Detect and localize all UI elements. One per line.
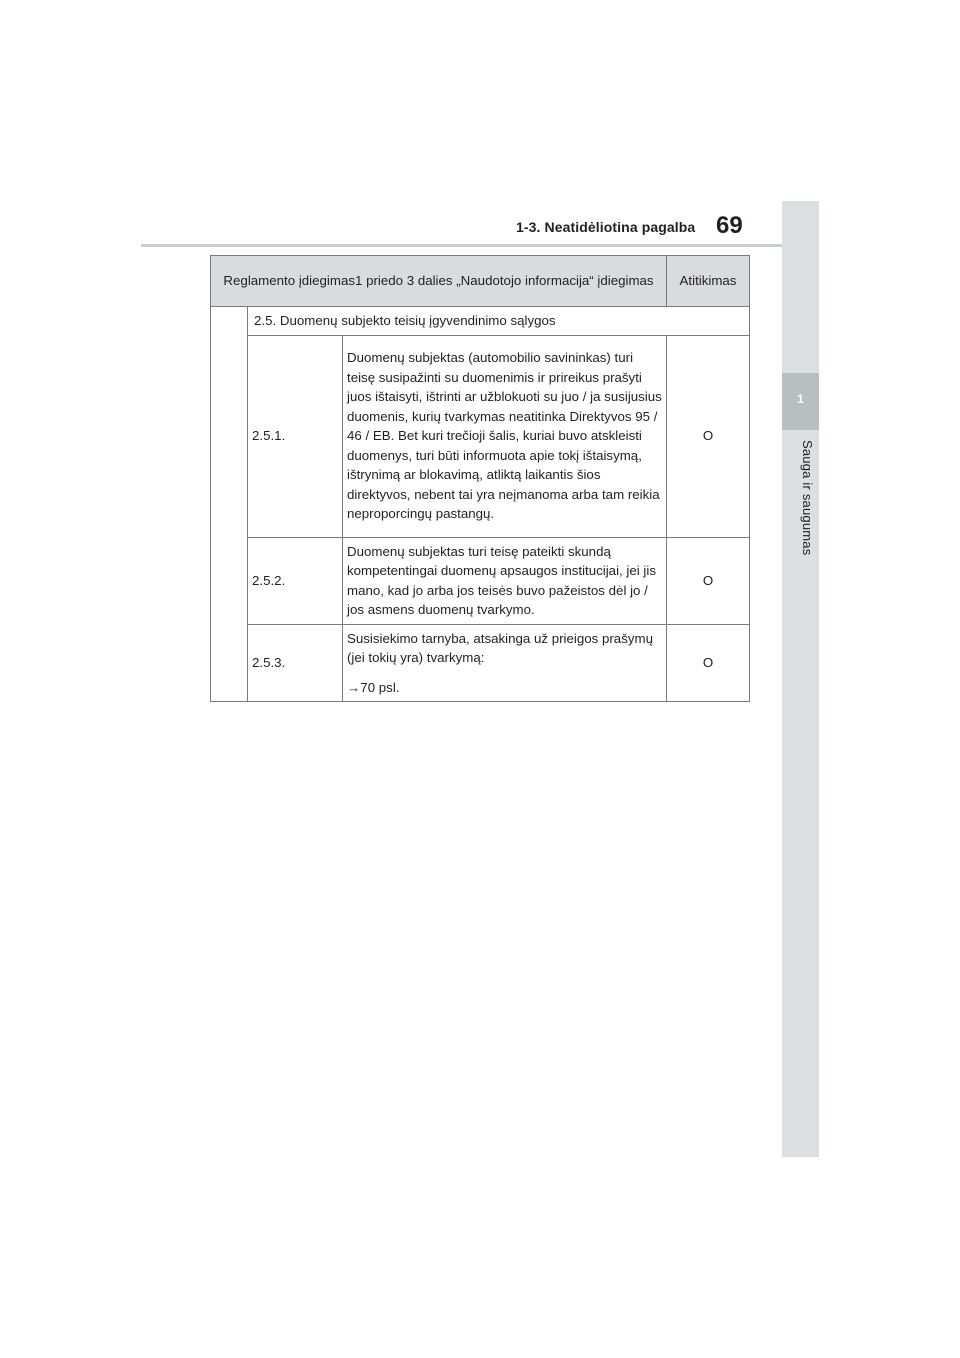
row-compliance: O bbox=[667, 537, 750, 624]
row-description: Duomenų subjektas turi teisę pateikti skundą kompetentingai duomenų apsaugos institucijai, jei jis mano, kad jo arba jos teisės buvo pažeistos dėl jo / jos asmens duomenų tvarkymo. bbox=[343, 537, 667, 624]
row-description-cell bbox=[343, 624, 667, 702]
row-number: 2.5.1. bbox=[248, 335, 343, 537]
chapter-label: Sauga ir saugumas bbox=[800, 440, 815, 556]
section-title: 1-3. Neatidėliotina pagalba bbox=[516, 219, 696, 235]
header-requirement: Reglamento įdiegimas1 priedo 3 dalies „Naudotojo informacija“ įdiegimas bbox=[211, 256, 667, 307]
table-row bbox=[211, 537, 750, 624]
page-reference-link[interactable]: →70 psl. bbox=[347, 679, 400, 695]
indent-cell bbox=[211, 307, 248, 702]
row-number: 2.5.3. bbox=[248, 624, 343, 702]
row-number: 2.5.2. bbox=[248, 537, 343, 624]
table-row bbox=[211, 624, 750, 702]
row-description: Duomenų subjektas (automobilio savininkas) turi teisę susipažinti su duomenimis ir prireikus prašyti juos ištaisyti, ištrinti ar užblokuoti su juo / ja susijusius duomenis, kurių tvarkymas neatitinka Direktyvos 95 / 46 / EB. Bet kuri trečioji šalis, kuriai buvo atskleisti duomenys, turi būti informuota apie tokį ištaisymą, ištrynimą ar blokavimą, atliktą laikantis šios direktyvos, nebent tai yra neįmanoma arba tam reikia neproporcingų pastangų. bbox=[343, 335, 667, 537]
header-compliance: Atitikimas bbox=[667, 256, 750, 307]
row-compliance: O bbox=[667, 624, 750, 702]
table-row bbox=[211, 335, 750, 537]
table-header-row bbox=[211, 256, 750, 307]
section-title-row bbox=[211, 307, 750, 336]
table-section-title: 2.5. Duomenų subjekto teisių įgyvendinimo sąlygos bbox=[248, 307, 750, 336]
row-description: Susisiekimo tarnyba, atsakinga už prieigos prašymų (jei tokių yra) tvarkymą: bbox=[347, 630, 653, 665]
compliance-table bbox=[210, 255, 750, 702]
row-compliance: O bbox=[667, 335, 750, 537]
header-divider bbox=[141, 244, 782, 247]
chapter-number: 1 bbox=[797, 392, 804, 406]
chapter-side-tab bbox=[782, 201, 819, 1157]
page-number: 69 bbox=[716, 212, 743, 239]
